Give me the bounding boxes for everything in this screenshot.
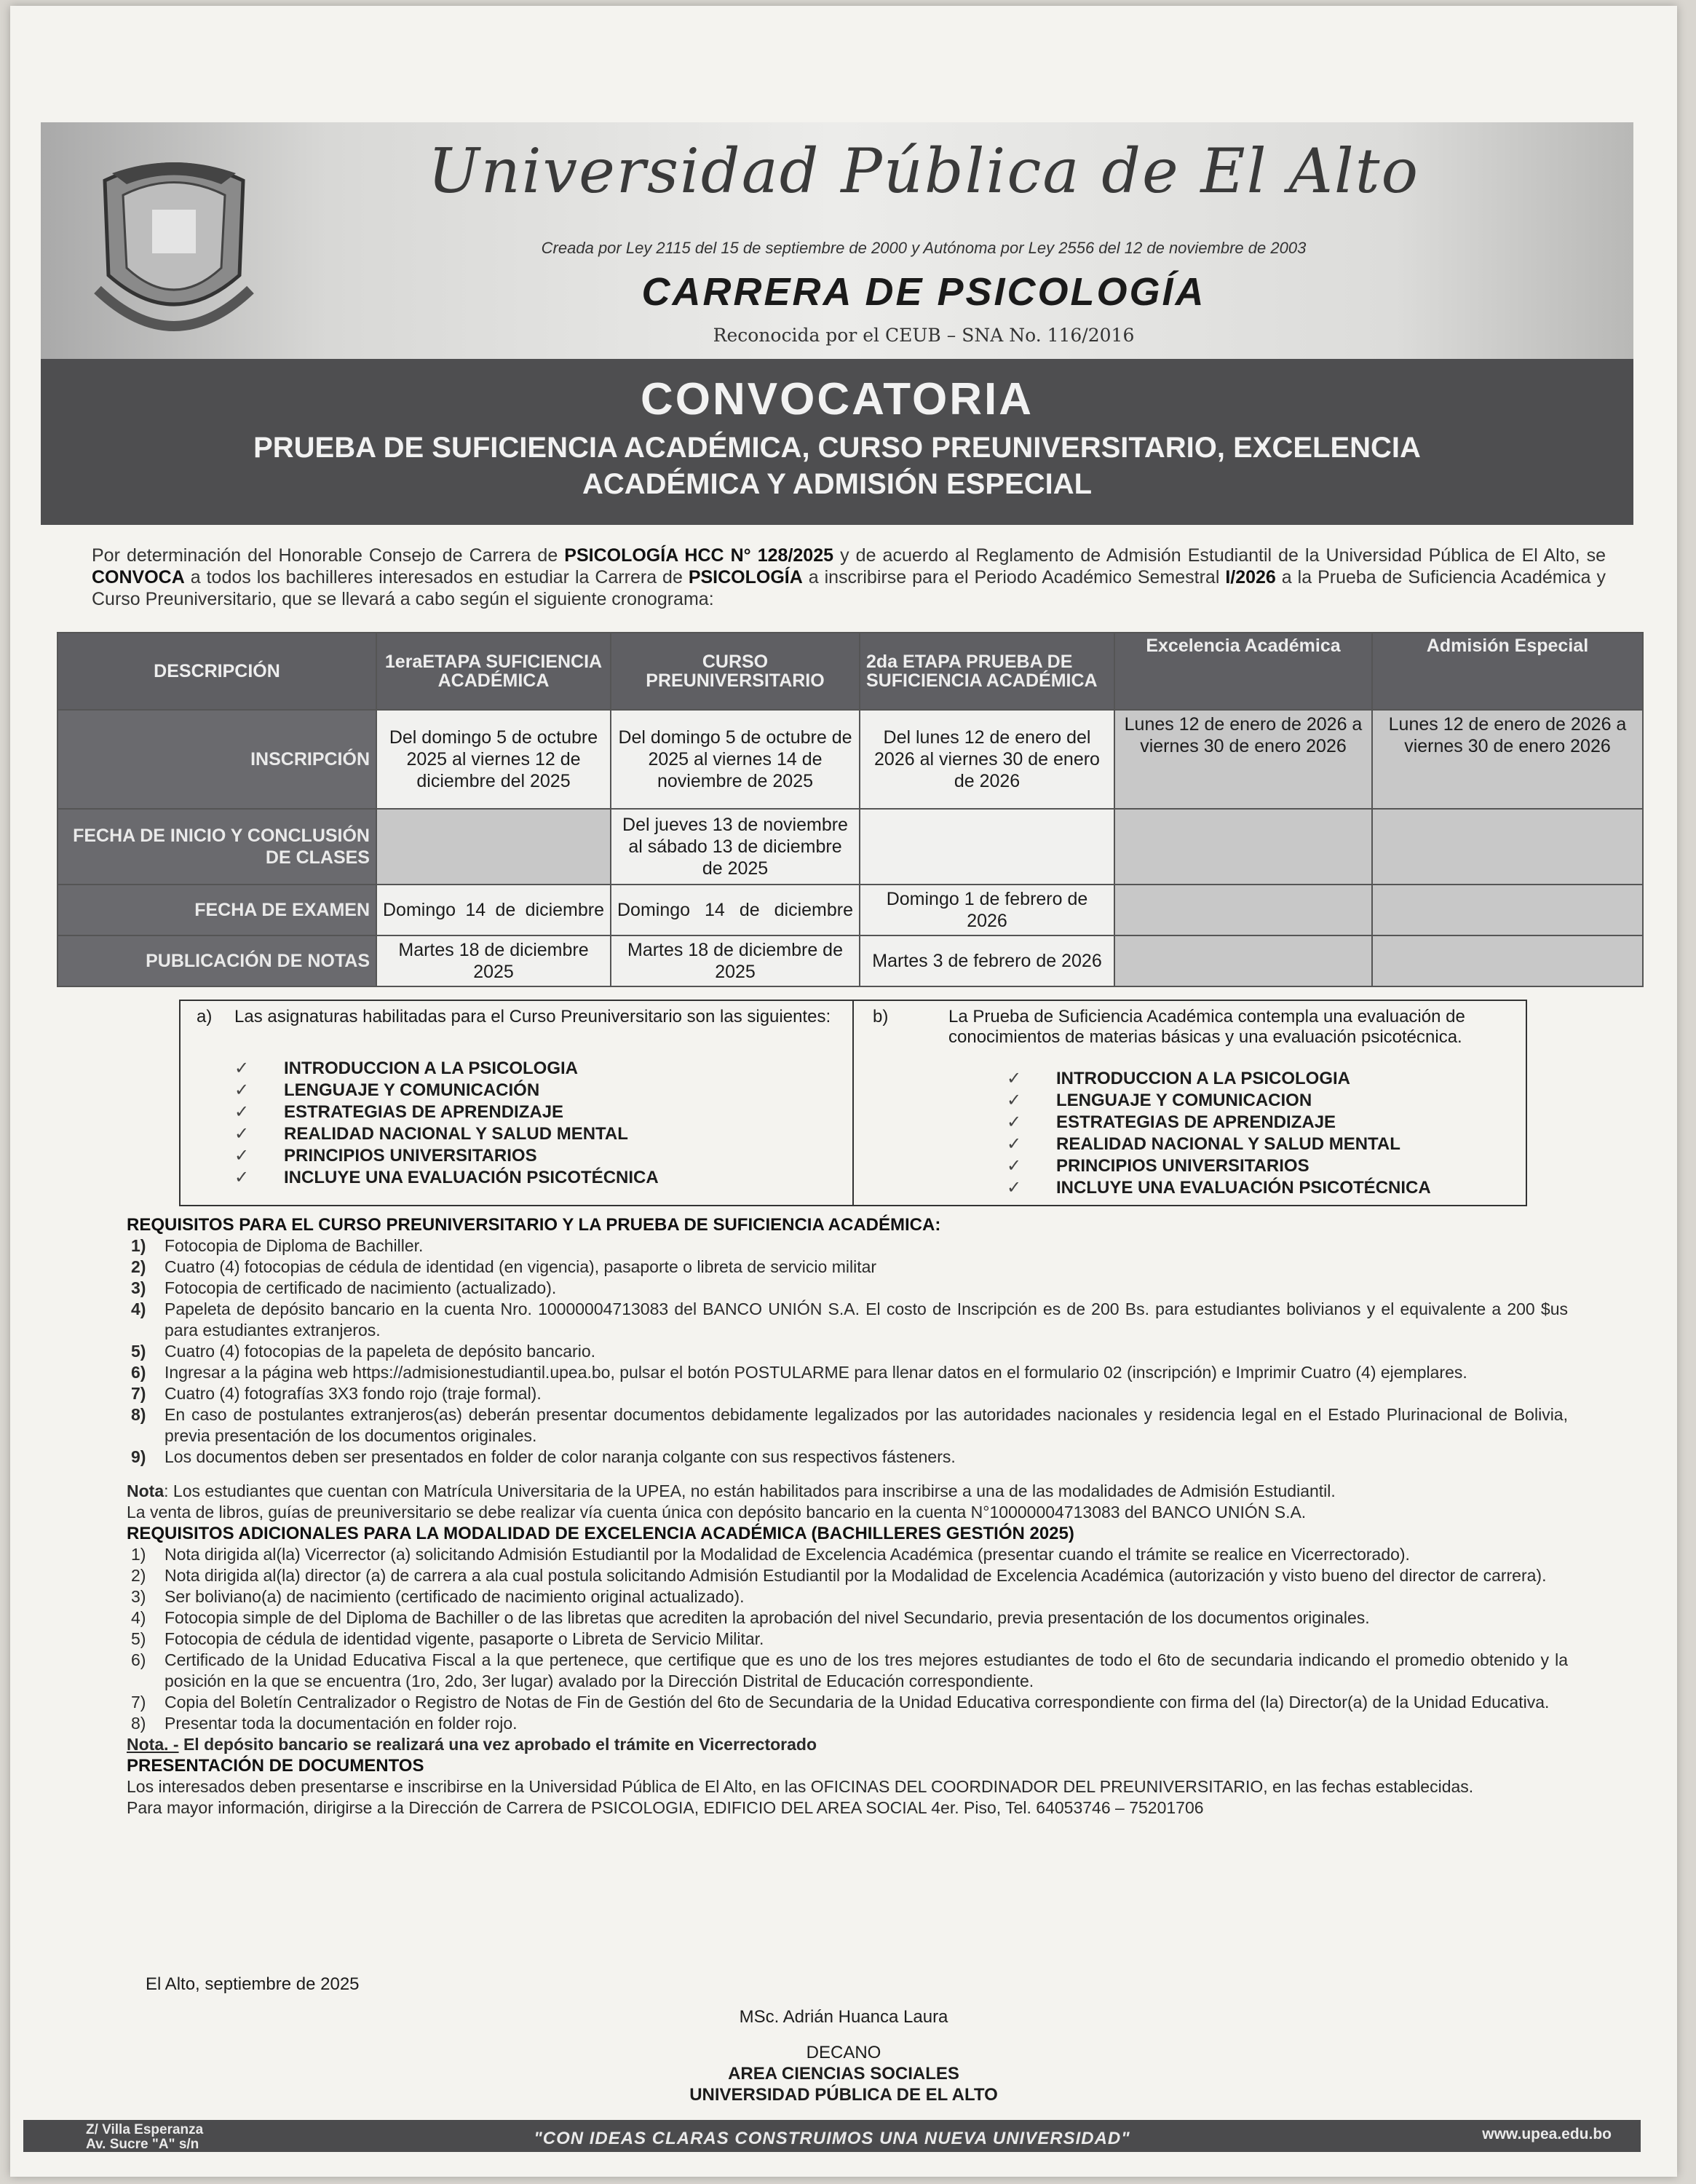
intro-text: y de acuerdo al Reglamento de Admisión Estudiantil de la Universidad Pública de El Alto, se <box>833 545 1606 566</box>
col-header-descripcion: DESCRIPCIÓN <box>58 633 376 710</box>
check-icon: ✓ <box>234 1124 250 1144</box>
university-name: Universidad Pública de El Alto <box>427 135 1420 207</box>
subjects-box <box>179 1000 1527 1206</box>
subject-item <box>234 1123 659 1145</box>
list-number: 1) <box>131 1545 146 1564</box>
list-text: Ser boliviano(a) de nacimiento (certificado de nacimiento original actualizado). <box>165 1587 745 1606</box>
check-icon: ✓ <box>234 1168 250 1187</box>
subject-label: INTRODUCCION A LA PSICOLOGIA <box>1056 1069 1350 1088</box>
subject-label: LENGUAJE Y COMUNICACION <box>1056 1091 1312 1110</box>
list-text: Copia del Boletín Centralizador o Registro de Notas de Fin de Gestión del 6to de Secundaria de la Unidad Educativa correspondiente con firma del (la) Director(a) de la Unidad Educativa. <box>165 1693 1550 1712</box>
list-text: Presentar toda la documentación en folder rojo. <box>165 1714 518 1733</box>
document-page <box>10 6 1677 2177</box>
table-cell: Del jueves 13 de noviembre al sábado 13 de diciembre de 2025 <box>611 809 860 885</box>
signer-role: DECANO <box>806 2043 881 2062</box>
item-tag: b) <box>873 1007 889 1026</box>
check-icon: ✓ <box>234 1102 250 1122</box>
subject-label: PRINCIPIOS UNIVERSITARIOS <box>284 1146 537 1166</box>
note-text: El depósito bancario se realizará una vez aprobado el trámite en Vicerrectorado <box>178 1735 817 1754</box>
banner-subtitle-1: PRUEBA DE SUFICIENCIA ACADÉMICA, CURSO PREUNIVERSITARIO, EXCELENCIA <box>253 432 1421 464</box>
check-icon: ✓ <box>1007 1178 1022 1198</box>
university-crest-logo <box>83 151 265 348</box>
table-cell: Domingo 14 de diciembre <box>611 885 860 935</box>
table-cell-empty <box>1372 809 1643 885</box>
footer-website: www.upea.edu.bo <box>1482 2126 1612 2143</box>
row-label-fecha-clases: FECHA DE INICIO Y CONCLUSIÓN DE CLASES <box>58 809 376 885</box>
list-number: 5) <box>131 1342 146 1361</box>
subject-item <box>1007 1090 1431 1112</box>
col-header-primera-etapa: 1eraETAPA SUFICIENCIA ACADÉMICA <box>376 633 611 710</box>
list-text: Cuatro (4) fotocopias de cédula de identidad (en vigencia), pasaporte o libreta de servicio militar <box>165 1257 877 1276</box>
table-cell-empty <box>376 809 611 885</box>
subject-label: ESTRATEGIAS DE APRENDIZAJE <box>284 1102 564 1122</box>
subject-item <box>234 1058 659 1080</box>
list-item <box>127 1383 1568 1404</box>
footer-motto: "CON IDEAS CLARAS CONSTRUIMOS UNA NUEVA UNIVERSIDAD" <box>534 2129 1130 2148</box>
subjects-b-text: La Prueba de Suficiencia Académica contempla una evaluación de conocimientos de materias básicas y una evaluación psicotécnica. <box>948 1007 1465 1047</box>
banner-subtitle-2: ACADÉMICA Y ADMISIÓN ESPECIAL <box>582 468 1093 500</box>
list-text: Nota dirigida al(la) Vicerrector (a) solicitando Admisión Estudiantil por la Modalidad de Excelencia Académica (presentar cuando el trámite se realice en Vicerrectorado). <box>165 1545 1410 1564</box>
note-text: : Los estudiantes que cuentan con Matrícula Universitaria de la UPEA, no están habilitados para inscribirse a una de las modalidades de Admisión Estudiantil. <box>164 1481 1336 1500</box>
table-cell: Lunes 12 de enero de 2026 a viernes 30 de enero 2026 <box>1114 710 1372 809</box>
note-label: Nota. - <box>127 1735 179 1754</box>
subject-label: INCLUYE UNA EVALUACIÓN PSICOTÉCNICA <box>1056 1178 1431 1198</box>
check-icon: ✓ <box>234 1059 250 1078</box>
table-row <box>58 809 1643 885</box>
list-number: 9) <box>131 1447 146 1466</box>
list-item <box>127 1713 1568 1734</box>
check-icon: ✓ <box>1007 1156 1022 1176</box>
list-number: 3) <box>131 1278 146 1297</box>
list-text: Los documentos deben ser presentados en folder de color naranja colgante con sus respectivos fásteners. <box>165 1447 956 1466</box>
career-title: CARRERA DE PSICOLOGÍA <box>641 270 1206 314</box>
excellence-title: REQUISITOS ADICIONALES PARA LA MODALIDAD DE EXCELENCIA ACADÉMICA (BACHILLERES GESTIÓN 2025) <box>127 1524 1074 1543</box>
list-text: Papeleta de depósito bancario en la cuenta Nro. 10000004713083 del BANCO UNIÓN S.A. El costo de Inscripción es de 200 Bs. para estudiantes bolivianos y el equivalente a 200 $us para estudiantes extranjeros. <box>165 1299 1568 1340</box>
list-item <box>127 1278 1568 1299</box>
table-cell: Del lunes 12 de enero del 2026 al viernes 30 de enero de 2026 <box>860 710 1114 809</box>
check-icon: ✓ <box>1007 1069 1022 1088</box>
check-icon: ✓ <box>1007 1112 1022 1132</box>
schedule-table <box>57 632 1644 987</box>
list-item <box>127 1341 1568 1362</box>
intro-convoca: CONVOCA <box>92 567 185 587</box>
table-cell-empty <box>1114 935 1372 986</box>
list-item <box>127 1235 1568 1257</box>
presentation-text-1: Los interesados deben presentarse e inscribirse en la Universidad Pública de El Alto, en las OFICINAS DEL COORDINADOR DEL PREUNIVERSITARIO, en las fechas establecidas. <box>127 1777 1474 1796</box>
subject-item <box>1007 1155 1431 1177</box>
check-icon: ✓ <box>234 1146 250 1166</box>
list-item <box>127 1404 1568 1447</box>
subjects-a-text: Las asignaturas habilitadas para el Curso Preuniversitario son las siguientes: <box>234 1007 831 1026</box>
list-item <box>127 1362 1568 1383</box>
requirements-list <box>127 1235 1568 1468</box>
list-text: Fotocopia de Diploma de Bachiller. <box>165 1236 424 1255</box>
col-header-admision-especial: Admisión Especial <box>1372 633 1643 710</box>
place-date: El Alto, septiembre de 2025 <box>146 1974 360 1994</box>
subjects-b-intro <box>873 1007 1511 1048</box>
list-number: 2) <box>131 1566 146 1585</box>
signer-university: UNIVERSIDAD PÚBLICA DE EL ALTO <box>689 2085 998 2105</box>
list-text: Fotocopia simple de del Diploma de Bachiller o de las libretas que acrediten la aprobación del nivel Secundario, previa presentación de los documentos originales. <box>165 1608 1370 1627</box>
note-2: La venta de libros, guías de preuniversitario se debe realizar vía cuenta única con depósito bancario en la cuenta N°10000004713083 del BANCO UNIÓN S.A. <box>127 1503 1307 1522</box>
table-row <box>58 885 1643 935</box>
subject-label: INCLUYE UNA EVALUACIÓN PSICOTÉCNICA <box>284 1168 659 1187</box>
list-item <box>127 1692 1568 1713</box>
list-text: Ingresar a la página web https://admisionestudiantil.upea.bo, pulsar el botón POSTULARME para llenar datos en el formulario 02 (inscripción) e Imprimir Cuatro (4) ejemplares. <box>165 1363 1467 1382</box>
creation-law-text: Creada por Ley 2115 del 15 de septiembre de 2000 y Autónoma por Ley 2556 del 12 de noviembre de 2003 <box>541 239 1307 257</box>
table-cell: Martes 18 de diciembre 2025 <box>376 935 611 986</box>
footer-address-line: Z/ Villa Esperanza <box>86 2122 204 2137</box>
list-item <box>127 1299 1568 1341</box>
row-label-fecha-examen: FECHA DE EXAMEN <box>58 885 376 935</box>
table-cell: Martes 18 de diciembre de 2025 <box>611 935 860 986</box>
check-icon: ✓ <box>1007 1134 1022 1154</box>
table-cell-empty <box>1114 885 1372 935</box>
list-text: Cuatro (4) fotografías 3X3 fondo rojo (traje formal). <box>165 1384 542 1403</box>
requirements-title: REQUISITOS PARA EL CURSO PREUNIVERSITARIO Y LA PRUEBA DE SUFICIENCIA ACADÉMICA: <box>127 1215 941 1235</box>
list-number: 8) <box>131 1405 146 1424</box>
list-number: 4) <box>131 1608 146 1627</box>
table-row <box>58 935 1643 986</box>
list-number: 4) <box>131 1299 146 1318</box>
intro-text: a todos los bachilleres interesados en estudiar la Carrera de <box>184 567 689 587</box>
table-cell: Domingo 14 de diciembre <box>376 885 611 935</box>
table-cell-empty <box>1372 935 1643 986</box>
subject-item <box>1007 1133 1431 1155</box>
list-number: 3) <box>131 1587 146 1606</box>
signer-area: AREA CIENCIAS SOCIALES <box>728 2064 959 2084</box>
table-cell-empty <box>1372 885 1643 935</box>
list-number: 6) <box>131 1363 146 1382</box>
subjects-column-b <box>852 1001 1526 1205</box>
list-text: Cuatro (4) fotocopias de la papeleta de depósito bancario. <box>165 1342 596 1361</box>
list-number: 1) <box>131 1236 146 1255</box>
list-item <box>127 1447 1568 1468</box>
subject-item <box>1007 1068 1431 1090</box>
col-header-segunda-etapa: 2da ETAPA PRUEBA DE SUFICIENCIA ACADÉMICA <box>860 633 1114 710</box>
recognition-text: Reconocida por el CEUB – SNA No. 116/2016 <box>713 325 1135 346</box>
title-banner <box>41 359 1633 525</box>
list-text: Fotocopia de cédula de identidad vigente, pasaporte o Libreta de Servicio Militar. <box>165 1629 764 1648</box>
subject-label: ESTRATEGIAS DE APRENDIZAJE <box>1056 1112 1336 1132</box>
intro-paragraph <box>92 545 1606 610</box>
footer-bar <box>23 2120 1641 2152</box>
intro-text: a la Prueba de Suficiencia Académica y Curso Preuniversitario, que se llevará a cabo según el siguiente cronograma: <box>92 567 1606 609</box>
subjects-b-list <box>1007 1068 1431 1199</box>
list-item <box>127 1257 1568 1278</box>
subjects-a-intro <box>197 1007 838 1027</box>
check-icon: ✓ <box>234 1080 250 1100</box>
schedule-header-row <box>58 633 1643 710</box>
col-header-curso-preuniversitario: CURSO PREUNIVERSITARIO <box>611 633 860 710</box>
subjects-column-a <box>181 1001 852 1205</box>
subject-label: PRINCIPIOS UNIVERSITARIOS <box>1056 1156 1309 1176</box>
intro-text: Por determinación del Honorable Consejo de Carrera de <box>92 545 565 566</box>
requirements-section <box>127 1214 1568 1819</box>
note-label: Nota <box>127 1481 165 1500</box>
list-text: Certificado de la Unidad Educativa Fiscal a la que pertenece, que certifique que es uno de los tres mejores estudiantes de todo el 6to de secundaria indicando el promedio obtenido y la posición en la que se encuentra (1ro, 2do, 3er lugar) avalado por la Dirección Distrital de Educación correspondiente. <box>165 1650 1568 1690</box>
presentation-title: PRESENTACIÓN DE DOCUMENTOS <box>127 1756 424 1776</box>
subject-item <box>234 1080 659 1101</box>
subject-item <box>1007 1112 1431 1133</box>
list-item <box>127 1607 1568 1629</box>
row-label-publicacion-notas: PUBLICACIÓN DE NOTAS <box>58 935 376 986</box>
excellence-note <box>127 1734 1568 1755</box>
check-icon: ✓ <box>1007 1091 1022 1110</box>
list-text: Nota dirigida al(la) director (a) de carrera a ala cual postula solicitando Admisión Estudiantil por la Modalidad de Excelencia Académica (autorización y visto bueno del director de carrera). <box>165 1566 1547 1585</box>
table-cell: Martes 3 de febrero de 2026 <box>860 935 1114 986</box>
subject-item <box>234 1101 659 1123</box>
list-item <box>127 1544 1568 1565</box>
note-1 <box>127 1481 1568 1502</box>
table-cell-empty <box>860 809 1114 885</box>
intro-resolution: PSICOLOGÍA HCC N° 128/2025 <box>564 545 834 566</box>
table-cell: Del domingo 5 de octubre 2025 al viernes 12 de diciembre del 2025 <box>376 710 611 809</box>
row-label-inscripcion: INSCRIPCIÓN <box>58 710 376 809</box>
signer-name: MSc. Adrián Huanca Laura <box>739 2007 948 2027</box>
subject-label: REALIDAD NACIONAL Y SALUD MENTAL <box>1056 1134 1400 1154</box>
list-item <box>127 1586 1568 1607</box>
col-header-excelencia: Excelencia Académica <box>1114 633 1372 710</box>
subject-item <box>234 1167 659 1189</box>
banner-title: CONVOCATORIA <box>640 374 1034 424</box>
subject-item <box>234 1145 659 1167</box>
list-text: En caso de postulantes extranjeros(as) deberán presentar documentos debidamente legalizados por las autoridades nacionales y residencia legal en el Estado Plurinacional de Bolivia, previa presentación de los documentos originales. <box>165 1405 1568 1445</box>
list-number: 7) <box>131 1384 146 1403</box>
list-text: Fotocopia de certificado de nacimiento (actualizado). <box>165 1278 557 1297</box>
subjects-a-list <box>234 1058 659 1189</box>
table-row <box>58 710 1643 809</box>
excellence-list <box>127 1544 1568 1734</box>
table-cell-empty <box>1114 809 1372 885</box>
table-cell: Domingo 1 de febrero de 2026 <box>860 885 1114 935</box>
subject-label: REALIDAD NACIONAL Y SALUD MENTAL <box>284 1124 628 1144</box>
table-cell: Lunes 12 de enero de 2026 a viernes 30 de enero 2026 <box>1372 710 1643 809</box>
list-item <box>127 1629 1568 1650</box>
list-number: 2) <box>131 1257 146 1276</box>
list-number: 8) <box>131 1714 146 1733</box>
intro-text: a inscribirse para el Periodo Académico Semestral <box>802 567 1226 587</box>
item-tag: a) <box>197 1007 213 1026</box>
footer-address-line: Av. Sucre "A" s/n <box>86 2137 199 2152</box>
subject-label: LENGUAJE Y COMUNICACIÓN <box>284 1080 540 1100</box>
list-number: 7) <box>131 1693 146 1712</box>
intro-career: PSICOLOGÍA <box>688 567 803 587</box>
table-cell: Del domingo 5 de octubre de 2025 al viernes 14 de noviembre de 2025 <box>611 710 860 809</box>
subject-label: INTRODUCCION A LA PSICOLOGIA <box>284 1059 578 1078</box>
presentation-text-2: Para mayor información, dirigirse a la Dirección de Carrera de PSICOLOGIA, EDIFICIO DEL AREA SOCIAL 4er. Piso, Tel. 64053746 – 75201706 <box>127 1798 1204 1817</box>
list-item <box>127 1650 1568 1692</box>
intro-period: I/2026 <box>1225 567 1276 587</box>
list-number: 6) <box>131 1650 146 1669</box>
subject-item <box>1007 1177 1431 1199</box>
list-item <box>127 1565 1568 1586</box>
list-number: 5) <box>131 1629 146 1648</box>
